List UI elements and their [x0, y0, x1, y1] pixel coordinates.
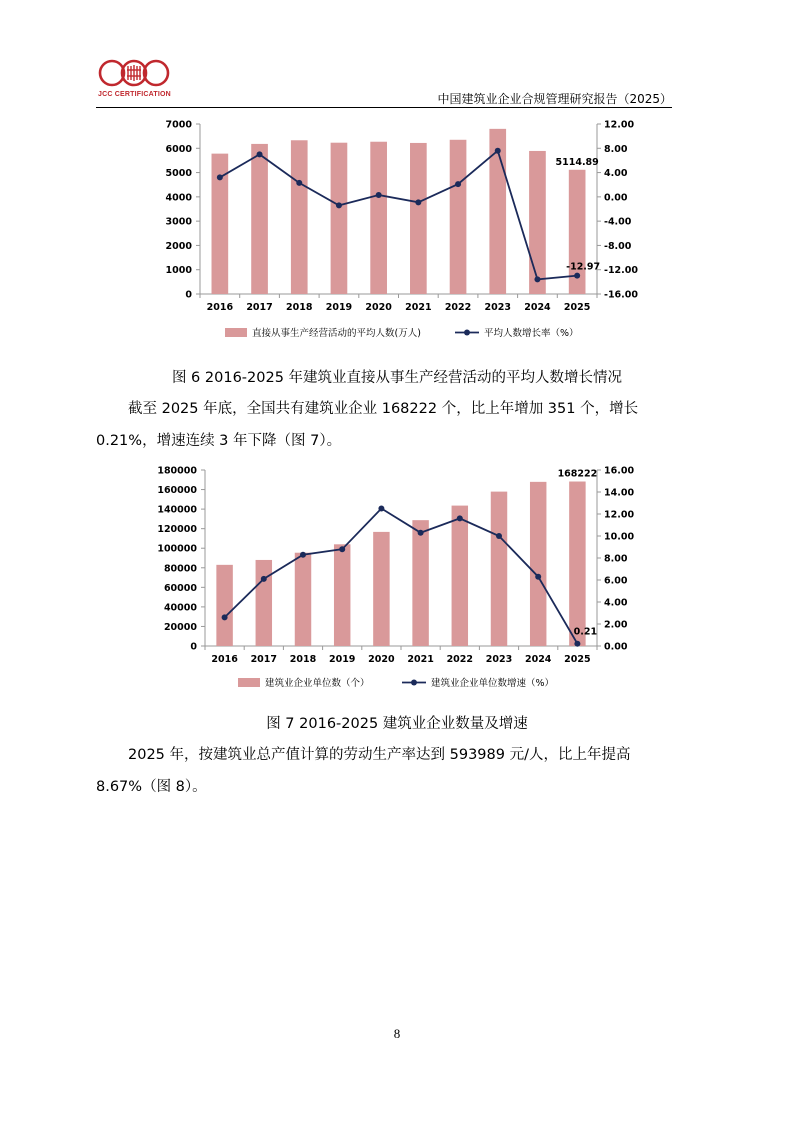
y-left-tick-label: 140000 [157, 504, 197, 516]
line-point [415, 199, 421, 205]
x-tick-label: 2016 [211, 654, 238, 665]
line-point [217, 174, 223, 180]
x-tick-label: 2024 [524, 302, 551, 313]
line-point [261, 576, 267, 582]
y-left-tick-label: 80000 [163, 563, 197, 575]
y-left-tick-label: 60000 [163, 582, 197, 594]
y-right-tick-label: -16.00 [604, 289, 638, 301]
legend-bar-label: 建筑业企业单位数（个） [265, 678, 370, 689]
x-tick-label: 2020 [365, 302, 392, 313]
x-tick-label: 2022 [444, 302, 472, 313]
line-point [378, 506, 384, 512]
y-left-tick-label: 20000 [163, 621, 197, 633]
x-tick-label: 2022 [446, 654, 474, 665]
page-number: 8 [393, 1026, 401, 1041]
chart-fig6-employees [150, 112, 640, 362]
y-left-tick-label: 5000 [165, 168, 192, 180]
line-point [376, 192, 382, 198]
y-right-tick-label: 0.00 [604, 641, 628, 653]
y-left-tick-label: 4000 [165, 192, 192, 204]
x-tick-label: 2017 [246, 302, 273, 313]
growth-line [220, 151, 577, 280]
y-right-tick-label: -4.00 [604, 216, 632, 228]
y-right-tick-label: 10.00 [604, 531, 635, 543]
bar [529, 151, 546, 294]
bar [452, 506, 468, 646]
y-left-tick-label: 160000 [157, 485, 197, 497]
header-divider [96, 107, 672, 108]
bar [291, 140, 308, 294]
y-left-tick-label: 40000 [163, 602, 197, 614]
y-right-tick-label: 4.00 [604, 168, 628, 180]
bar [295, 553, 311, 646]
growth-line [225, 509, 578, 644]
line-data-label: 0.21 [573, 626, 598, 638]
y-right-tick-label: 4.00 [604, 597, 628, 609]
x-tick-label: 2025 [563, 302, 591, 313]
y-left-tick-label: 100000 [157, 543, 197, 555]
line-point [257, 151, 263, 157]
bar [331, 143, 348, 294]
x-tick-label: 2021 [405, 302, 432, 313]
bar [256, 560, 272, 646]
bar [373, 532, 389, 646]
y-right-tick-label: 14.00 [604, 487, 635, 499]
y-left-tick-label: 7000 [165, 119, 192, 131]
y-left-tick-label: 3000 [165, 216, 192, 228]
y-left-tick-label: 1000 [165, 265, 192, 277]
bar-data-label: 168222 [557, 468, 598, 480]
line-point [496, 533, 502, 539]
line-point [455, 181, 461, 187]
line-point [457, 515, 463, 521]
legend-bar-swatch [225, 328, 247, 337]
y-right-tick-label: 8.00 [604, 553, 628, 565]
line-data-label: -12.97 [566, 261, 601, 273]
bar [334, 544, 350, 646]
chart-fig7-enterprises [150, 460, 640, 700]
bar [370, 142, 387, 294]
paragraph-1-line-2: 0.21%，增速连续 3 年下降（图 7）。 [96, 433, 342, 449]
bar [450, 140, 467, 294]
x-tick-label: 2018 [286, 302, 313, 313]
x-tick-label: 2016 [206, 302, 234, 313]
x-tick-label: 2020 [368, 654, 395, 665]
x-tick-label: 2023 [485, 654, 513, 665]
report-header-title: 中国建筑业企业合规管理研究报告（2025） [437, 92, 672, 106]
bar [412, 520, 428, 646]
y-right-tick-label: 16.00 [604, 465, 635, 477]
y-right-tick-label: 0.00 [604, 192, 628, 204]
legend-line-marker [464, 330, 470, 336]
bar [216, 565, 232, 646]
bar [410, 143, 427, 294]
line-point [495, 148, 501, 154]
y-right-tick-label: 12.00 [604, 119, 635, 131]
y-right-tick-label: 6.00 [604, 575, 628, 587]
logo-text: JCC CERTIFICATION [98, 91, 171, 98]
line-point [418, 530, 424, 536]
bar [251, 144, 268, 294]
line-point [296, 180, 302, 186]
bar [569, 482, 585, 646]
line-point [534, 276, 540, 282]
line-point [222, 614, 228, 620]
y-right-tick-label: -12.00 [604, 265, 638, 277]
line-point [574, 273, 580, 279]
x-tick-label: 2017 [250, 654, 278, 665]
x-tick-label: 2018 [289, 654, 317, 665]
y-left-tick-label: 2000 [165, 240, 192, 252]
legend-bar-swatch [238, 678, 260, 687]
y-left-tick-label: 180000 [157, 465, 197, 477]
paragraph-2-line-1: 2025 年，按建筑业总产值计算的劳动生产率达到 593989 元/人，比上年提高 [128, 747, 631, 763]
line-point [339, 546, 345, 552]
x-tick-label: 2019 [325, 302, 353, 313]
line-point [300, 552, 306, 558]
y-right-tick-label: -8.00 [604, 240, 632, 252]
bar [530, 482, 546, 646]
line-point [336, 202, 342, 208]
x-tick-label: 2025 [564, 654, 591, 665]
y-left-tick-label: 0 [185, 289, 192, 301]
y-right-tick-label: 2.00 [604, 619, 628, 631]
x-tick-label: 2023 [484, 302, 511, 313]
paragraph-2-line-2: 8.67%（图 8）。 [96, 779, 207, 795]
x-tick-label: 2024 [524, 654, 552, 665]
figure-7-caption: 图 7 2016-2025 建筑业企业数量及增速 [266, 716, 528, 732]
legend-line-label: 平均人数增长率（%） [484, 328, 579, 339]
y-right-tick-label: 12.00 [604, 509, 635, 521]
y-left-tick-label: 0 [190, 641, 197, 653]
y-left-tick-label: 120000 [157, 524, 197, 536]
legend-line-marker [411, 680, 417, 686]
figure-6-caption: 图 6 2016-2025 年建筑业直接从事生产经营活动的平均人数增长情况 [171, 370, 623, 386]
bar-data-label: 5114.89 [555, 156, 599, 168]
y-right-tick-label: 8.00 [604, 143, 628, 155]
line-point [535, 574, 541, 580]
legend-bar-label: 直接从事生产经营活动的平均人数(万人) [252, 328, 421, 339]
legend-line-label: 建筑业企业单位数增速（%） [431, 678, 555, 689]
bar [491, 492, 507, 646]
line-point [574, 641, 580, 647]
x-tick-label: 2021 [407, 654, 434, 665]
y-left-tick-label: 6000 [165, 143, 192, 155]
x-tick-label: 2019 [328, 654, 356, 665]
paragraph-1-line-1: 截至 2025 年底，全国共有建筑业企业 168222 个，比上年增加 351 个，增长 [128, 401, 639, 417]
